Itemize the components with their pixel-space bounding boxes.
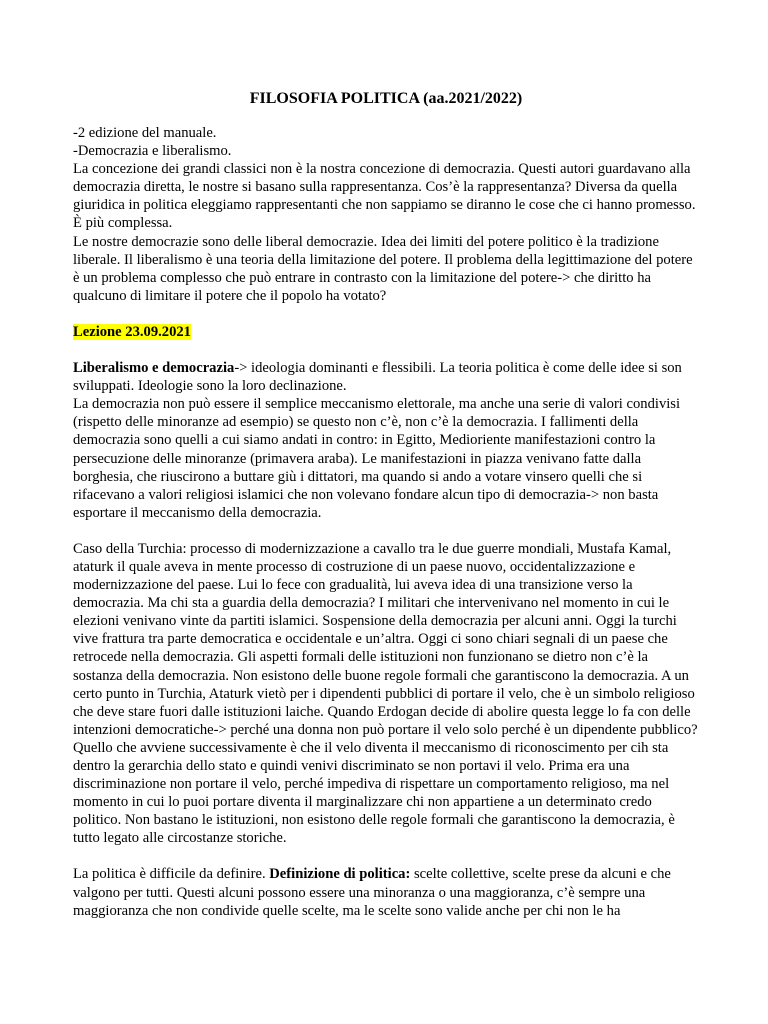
liberalism-section: [73, 359, 699, 522]
politics-definition-paragraph: [73, 865, 699, 919]
liberalism-lead-paragraph: [73, 359, 699, 395]
turkey-section: [73, 540, 699, 848]
liberalism-bold-term: Liberalismo e democrazia: [73, 360, 235, 377]
intro-paragraph-representation: La concezione dei grandi classici non è la nostra concezione di democrazia. Questi autori guardavano alla democrazia diretta, le nostre si basano sulla rappresentanza. Cos’è la rappresentanza? Diversa da quella giuridica in politica eleggiamo rappresentanti che non sappiamo se diranno le cose che ci hanno promesso. È più complessa.: [73, 161, 696, 232]
document-body: [73, 89, 699, 920]
liberalism-lead-text: -> ideologia dominanti e flessibili. La teoria politica è come delle idee si son sviluppati. Ideologie sono la loro declinazione.: [73, 360, 682, 395]
politics-definition-section: [73, 865, 699, 919]
politics-definition-text: scelte collettive, scelte prese da alcuni e che valgono per tutti. Questi alcuni possono essere una minoranza o una maggioranza, c’è sempre una maggioranza che non condivide quelle scelte, ma le scelte sono valide anche per chi non le ha: [73, 866, 671, 919]
turkey-paragraph: Caso della Turchia: processo di modernizzazione a cavallo tra le due guerre mondiali, Mustafa Kamal, ataturk il quale aveva in mente processo di costruzione di un paese nuovo, occidentalizzazione e modernizzazione del paese. Lui lo fece con gradualità, lui aveva idea di una transizione verso la democrazia. Ma chi sta a guardia della democrazia? I militari che intervenivano nel momento in cui le elezioni venivano vinte da partiti islamici. Sospensione della democrazia per alcuni anni. Oggi la turchi vive frattura tra parte democratica e occidentale e un’altra. Oggi ci sono chiari segnali di un paese che retrocede nella democrazia. Gli aspetti formali delle istituzioni non funzionano se dietro non c’è la sostanza della democrazia. Non esistono delle buone regole formali che garantiscono la democrazia. A un certo punto in Turchia, Ataturk vietò per i dipendenti pubblici di portare il velo, che è un simbolo religioso che deve stare fuori dalle istituzioni laiche. Quando Erdogan decide di abolire questa legge lo fa con delle intenzioni democratiche-> perché una donna non può portare il velo solo perché è un dipendente pubblico? Quello che avviene successivamente è che il velo diventa il meccanismo di riconoscimento per cih sta dentro la gerarchia dello stato e quindi venivi discriminato se non portavi il velo. Prima era una discriminazione non portare il velo, perché impediva di rispettare un comportamento religioso, ma nel momento in cui lo puoi portare diventa il marginalizzare chi non appartiene a un determinato credo politico. Non bastano le istituzioni, non esistono delle regole formali che garantiscono la democrazia, è tutto legato alle circostanze storiche.: [73, 540, 698, 847]
lesson-heading-block: [73, 323, 699, 341]
document-title: FILOSOFIA POLITICA (aa.2021/2022): [249, 90, 523, 107]
intro-paragraph-liberal-democracy: Le nostre democrazie sono delle liberal democrazie. Idea dei limiti del potere politico è la tradizione liberale. Il liberalismo è una teoria della limitazione del potere. Il problema della legittimazione del potere è un problema complesso che può entrare in contrasto con la limitazione del potere-> che diritto ha qualcuno di limitare il potere che il popolo ha votato?: [73, 233, 693, 304]
lesson-date-heading: Lezione 23.09.2021: [73, 323, 191, 340]
politics-definition-term: Definizione di politica:: [269, 866, 411, 883]
democracy-failures-paragraph: La democrazia non può essere il semplice meccanismo elettorale, ma anche una serie di valori condivisi (rispetto delle minoranze ad esempio) se questo non c’è, non c’è la democrazia. I fallimenti della democrazia sono quelli a cui siamo andati in contro: in Egitto, Medioriente manifestazioni contro la persecuzione delle minoranze (primavera araba). Le manifestazioni in piazza venivano fatte dalla borghesia, che riuscirono a buttare giù i dittatori, ma quando si ando a votare vinsero quelli che si rifacevano a valori religiosi islamici che non volevano fondare alcun tipo di democrazia-> non basta esportare il meccanismo della democrazia.: [73, 396, 681, 521]
intro-item-topic: -Democrazia e liberalismo.: [73, 143, 232, 160]
intro-section: [73, 124, 699, 305]
intro-item-edition: -2 edizione del manuale.: [73, 125, 217, 141]
politics-lead-text: La politica è difficile da definire.: [73, 866, 270, 883]
